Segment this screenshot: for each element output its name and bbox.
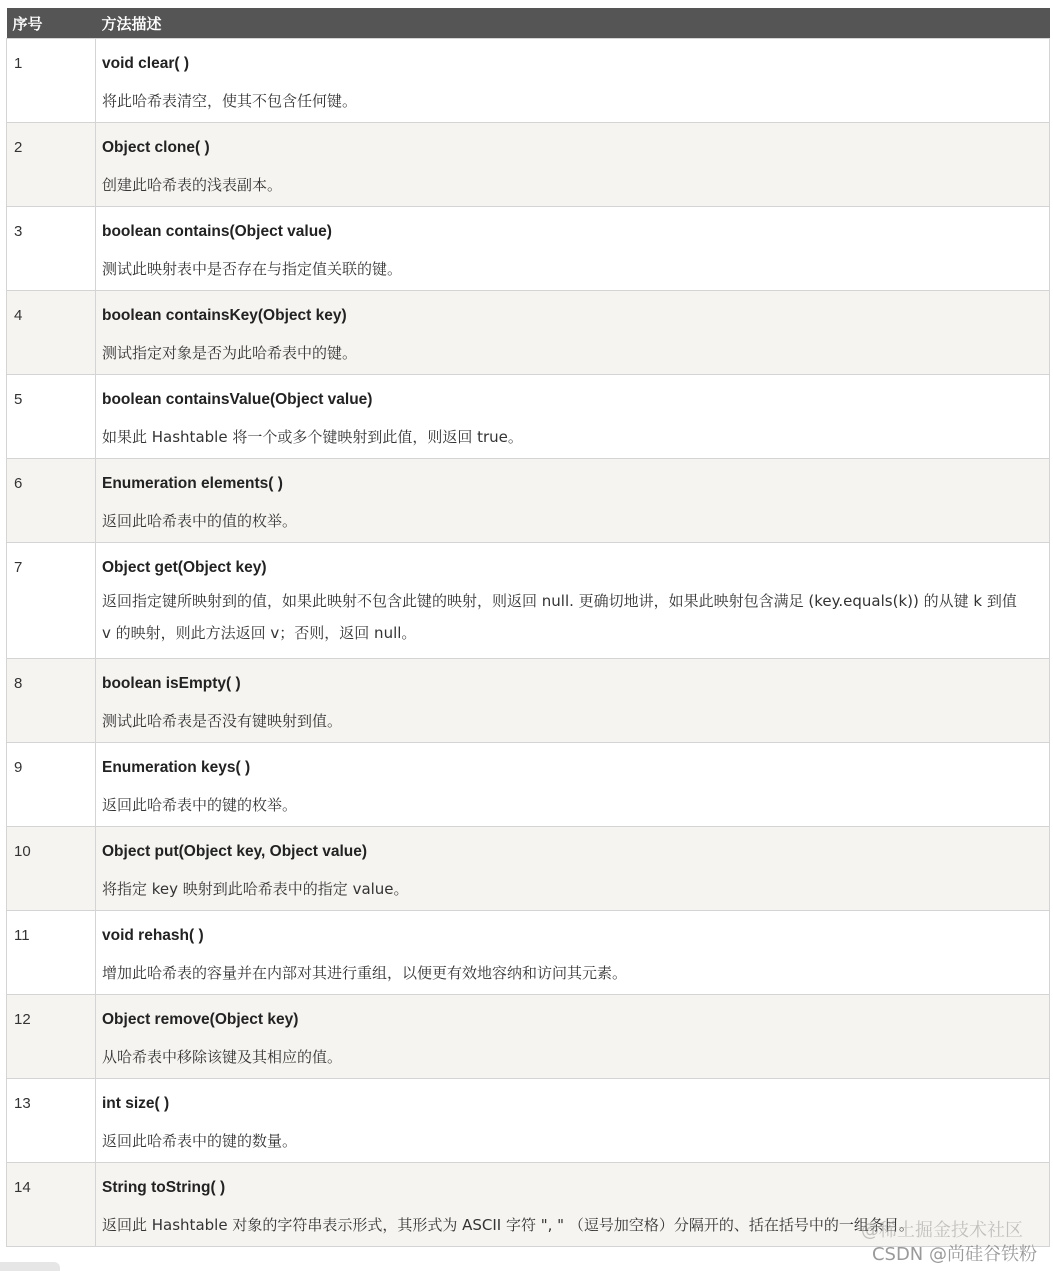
method-cell — [96, 375, 1050, 459]
row-index: 12 — [7, 995, 96, 1079]
table-row — [7, 543, 1050, 659]
method-description: 增加此哈希表的容量并在内部对其进行重组，以便更有效地容纳和访问其元素。 — [102, 964, 628, 982]
method-cell — [96, 1079, 1050, 1163]
method-description: 如果此 Hashtable 将一个或多个键映射到此值，则返回 true。 — [102, 428, 523, 446]
method-description: 返回此哈希表中的值的枚举。 — [102, 512, 298, 530]
scroll-corner — [0, 1262, 60, 1271]
method-signature: boolean containsKey(Object key) — [102, 307, 347, 324]
row-index: 1 — [7, 39, 96, 123]
row-index: 6 — [7, 459, 96, 543]
methods-table — [6, 8, 1050, 1247]
method-signature: Object get(Object key) — [102, 559, 267, 576]
method-description: 从哈希表中移除该键及其相应的值。 — [102, 1048, 343, 1066]
table-row — [7, 911, 1050, 995]
row-index: 3 — [7, 207, 96, 291]
method-description: 将指定 key 映射到此哈希表中的指定 value。 — [102, 880, 409, 898]
table-row — [7, 123, 1050, 207]
header-description: 方法描述 — [96, 8, 1050, 39]
method-description: 返回此 Hashtable 对象的字符串表示形式，其形式为 ASCII 字符 ", " （逗号加空格）分隔开的、括在括号中的一组条目。 — [102, 1216, 914, 1234]
method-cell — [96, 659, 1050, 743]
method-signature: int size( ) — [102, 1095, 170, 1112]
table-row — [7, 291, 1050, 375]
header-index: 序号 — [7, 8, 96, 39]
row-index: 13 — [7, 1079, 96, 1163]
method-signature: boolean contains(Object value) — [102, 223, 332, 240]
method-cell — [96, 459, 1050, 543]
method-cell — [96, 39, 1050, 123]
method-description: 返回此哈希表中的键的数量。 — [102, 1132, 298, 1150]
row-index: 14 — [7, 1163, 96, 1247]
method-description: 返回指定键所映射到的值，如果此映射不包含此键的映射，则返回 null. 更确切地讲，如果此映射包含满足 (key.equals(k)) 的从键 k 到值 v 的映射，则此方法返回 v；否则，返回 null。 — [102, 592, 1017, 642]
table-body — [7, 39, 1050, 1247]
method-cell — [96, 207, 1050, 291]
method-signature: boolean containsValue(Object value) — [102, 391, 373, 408]
method-signature: void clear( ) — [102, 55, 189, 72]
method-signature: Object put(Object key, Object value) — [102, 843, 367, 860]
row-index: 7 — [7, 543, 96, 659]
method-description: 测试此映射表中是否存在与指定值关联的键。 — [102, 260, 403, 278]
method-signature: String toString( ) — [102, 1179, 226, 1196]
method-signature: void rehash( ) — [102, 927, 204, 944]
row-index: 11 — [7, 911, 96, 995]
method-signature: Enumeration elements( ) — [102, 475, 283, 492]
table-row — [7, 207, 1050, 291]
table-row — [7, 659, 1050, 743]
juejin-watermark: @稀土掘金技术社区 — [861, 1220, 1023, 1241]
table-row — [7, 39, 1050, 123]
row-index: 9 — [7, 743, 96, 827]
method-cell — [96, 123, 1050, 207]
row-index: 4 — [7, 291, 96, 375]
method-description: 创建此哈希表的浅表副本。 — [102, 176, 283, 194]
row-index: 2 — [7, 123, 96, 207]
method-description: 将此哈希表清空，使其不包含任何键。 — [102, 92, 358, 110]
table-row — [7, 1079, 1050, 1163]
method-description: 测试此哈希表是否没有键映射到值。 — [102, 712, 343, 730]
method-cell — [96, 995, 1050, 1079]
table-row — [7, 375, 1050, 459]
csdn-watermark: CSDN @尚硅谷铁粉 — [871, 1244, 1037, 1265]
row-index: 8 — [7, 659, 96, 743]
method-description: 测试指定对象是否为此哈希表中的键。 — [102, 344, 358, 362]
method-description: 返回此哈希表中的键的枚举。 — [102, 796, 298, 814]
method-cell — [96, 743, 1050, 827]
method-cell — [96, 911, 1050, 995]
row-index: 5 — [7, 375, 96, 459]
method-cell — [96, 291, 1050, 375]
method-cell — [96, 543, 1050, 659]
table-row — [7, 459, 1050, 543]
method-signature: boolean isEmpty( ) — [102, 675, 241, 692]
method-signature: Enumeration keys( ) — [102, 759, 251, 776]
table-row — [7, 995, 1050, 1079]
row-index: 10 — [7, 827, 96, 911]
method-signature: Object remove(Object key) — [102, 1011, 299, 1028]
method-signature: Object clone( ) — [102, 139, 210, 156]
table-row — [7, 827, 1050, 911]
table-row — [7, 743, 1050, 827]
method-cell — [96, 827, 1050, 911]
table-header-row — [7, 8, 1050, 39]
